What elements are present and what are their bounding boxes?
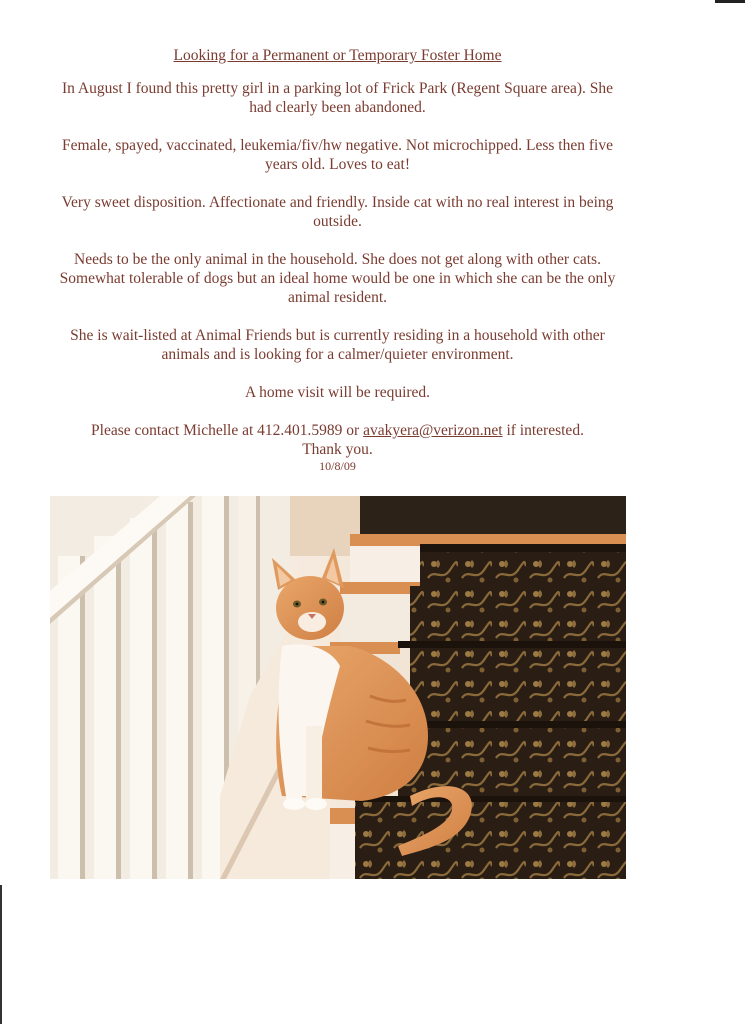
contact-suffix: if interested. bbox=[502, 422, 584, 439]
flyer-text-block bbox=[50, 46, 625, 473]
paragraph-health: Female, spayed, vaccinated, leukemia/fiv/hw negative. Not microchipped. Less then five years old. Loves to eat! bbox=[62, 137, 613, 173]
cat-photo bbox=[50, 496, 626, 879]
paragraph-found: In August I found this pretty girl in a parking lot of Frick Park (Regent Square area). She had clearly been abandoned. bbox=[62, 80, 613, 116]
paragraph-home-visit: A home visit will be required. bbox=[244, 384, 431, 401]
paragraph-waitlist: She is wait-listed at Animal Friends but is currently residing in a household with other animals and is looking for a calmer/quieter environment. bbox=[70, 327, 605, 363]
contact-prefix: Please contact Michelle at 412.401.5989 or bbox=[91, 422, 364, 439]
paragraph-only-animal: Needs to be the only animal in the household. She does not get along with other cats. Somewhat tolerable of dogs but an ideal home would be one in which she can be the only animal resident. bbox=[59, 251, 616, 306]
flyer-date: 10/8/09 bbox=[319, 459, 356, 473]
contact-line bbox=[50, 421, 625, 440]
thank-you-text: Thank you. bbox=[302, 441, 373, 458]
scan-edge-mark-left bbox=[0, 885, 2, 1024]
contact-email-link[interactable]: avakyera@verizon.net bbox=[363, 422, 503, 439]
cat-on-stairs-illustration bbox=[50, 496, 626, 879]
scan-edge-mark bbox=[715, 0, 745, 3]
paragraph-temperament: Very sweet disposition. Affectionate and friendly. Inside cat with no real interest in being outside. bbox=[61, 194, 614, 230]
flyer-title: Looking for a Permanent or Temporary Foster Home bbox=[173, 47, 502, 64]
